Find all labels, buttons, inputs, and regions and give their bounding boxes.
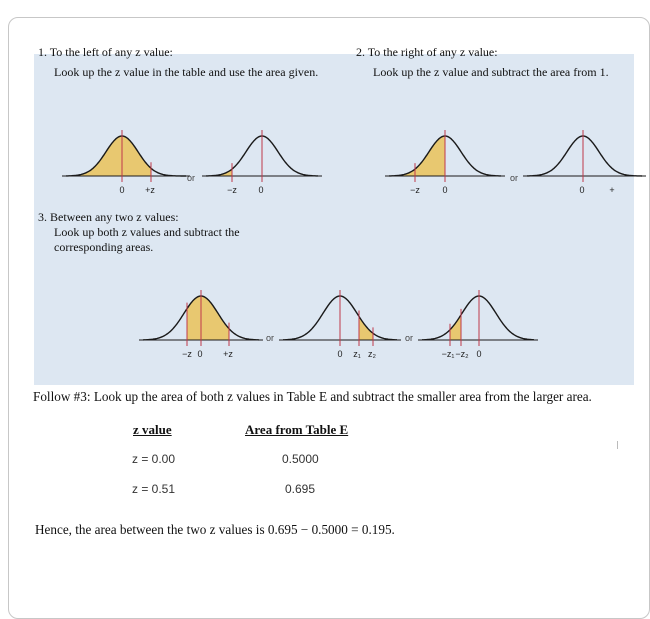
graph4-bell-curve	[527, 136, 642, 176]
row2-area: 0.695	[285, 482, 316, 496]
graph5-axis-label: −z	[182, 349, 192, 359]
col-header-area: Area from Table E	[245, 422, 349, 437]
graph7-bell-curve	[422, 296, 534, 340]
explanation-text: Follow #3: Look up the area of both z values in Table E and subtract the smaller area from the larger area.	[33, 389, 592, 404]
normal-distribution-figure	[34, 45, 634, 385]
graph1-shaded-area	[66, 136, 151, 176]
graph1-axis-label: 0	[119, 185, 125, 195]
graph3-axis-label: 0	[442, 185, 448, 195]
item2-instruction: Look up the z value and subtract the area from 1.	[373, 65, 609, 79]
graph6-axis-label: 0	[337, 349, 343, 359]
graph2-axis-label: −z	[227, 185, 237, 195]
item1-title: 1. To the left of any z value:	[38, 45, 173, 59]
item3-instruction-line2: corresponding areas.	[54, 240, 154, 254]
row1-area: 0.5000	[282, 452, 319, 466]
row2-z: z = 0.51	[132, 482, 176, 496]
graph5-axis-label: +z	[223, 349, 233, 359]
graph7-axis-label: −z₁	[441, 349, 455, 359]
curves-svg	[34, 54, 634, 385]
scrollbar-hint	[617, 441, 618, 449]
graph4-axis-label: +	[609, 185, 615, 195]
graph2-axis-label: 0	[258, 185, 264, 195]
item2-title: 2. To the right of any z value:	[356, 45, 498, 59]
or-label: or	[187, 173, 196, 183]
or-label: or	[510, 173, 519, 183]
item3-instruction-line1: Look up both z values and subtract the	[54, 225, 240, 239]
graph1-axis-label: +z	[145, 185, 155, 195]
graph6-axis-label: z₂	[368, 349, 376, 359]
graph7-axis-label: 0	[476, 349, 482, 359]
or-label: or	[405, 333, 414, 343]
item3-title: 3. Between any two z values:	[38, 210, 179, 224]
graph6-axis-label: z₁	[353, 349, 361, 359]
row1-z: z = 0.00	[132, 452, 176, 466]
graph4-axis-label: 0	[579, 185, 585, 195]
item1-instruction: Look up the z value in the table and use the area given.	[54, 65, 319, 79]
conclusion-text: Hence, the area between the two z values is 0.695 − 0.5000 = 0.195.	[35, 522, 395, 537]
graph3-axis-label: −z	[410, 185, 420, 195]
content-card	[8, 17, 650, 619]
graph5-shaded-area	[187, 296, 229, 340]
graph5-axis-label: 0	[197, 349, 203, 359]
or-label: or	[266, 333, 275, 343]
graph7-axis-label: −z₂	[455, 349, 469, 359]
col-header-z-value: z value	[133, 422, 172, 437]
